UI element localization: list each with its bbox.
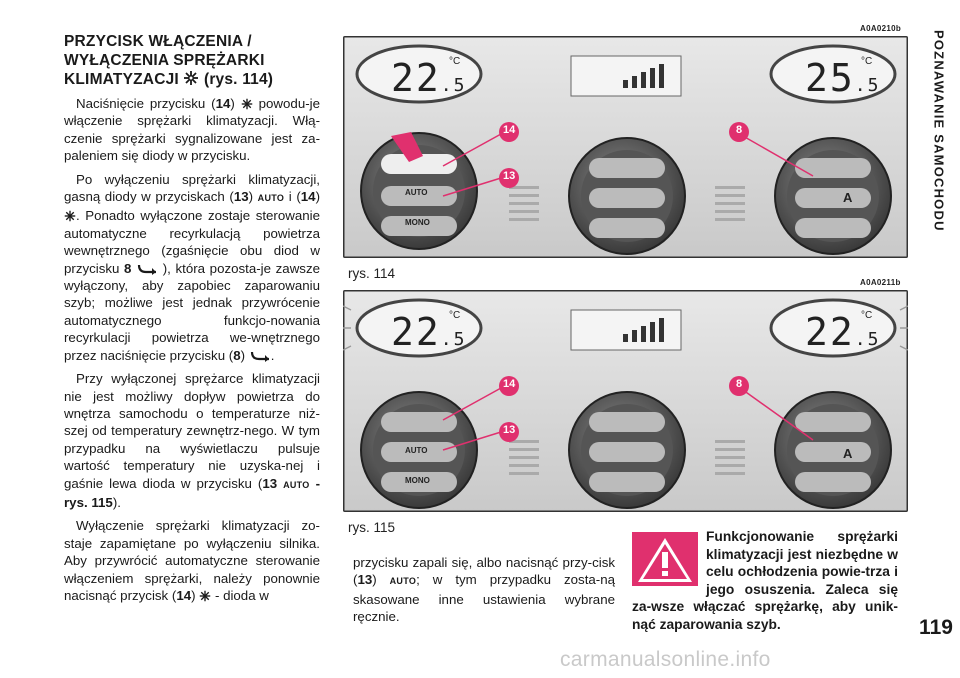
figure-115 [343, 290, 908, 512]
left-temp-unit: °C [449, 310, 461, 321]
heading-line1: PRZYCISK WŁĄCZENIA / [64, 33, 252, 50]
paragraph-4: Wyłączenie sprężarki klimatyzacji zo-staje zapamiętane po wyłączeniu silnika. Aby przywrócić automatyczne sterowanie włączeniem sprężarki, należy ponownie nacisnąć przycisk (14) - dioda w [64, 518, 320, 603]
section-heading [64, 32, 320, 89]
figure-114 [343, 36, 908, 258]
snowflake-icon [183, 70, 199, 86]
left-temp-display: 22.5 [391, 56, 467, 100]
snowflake-icon [199, 590, 211, 602]
callout-13: 13 [503, 424, 516, 436]
watermark: carmanualsonline.info [560, 648, 771, 671]
callout-14: 14 [503, 124, 516, 136]
figure-114-code: A0A0210b [860, 24, 902, 33]
callout-8: 8 [735, 124, 743, 136]
snowflake-icon [241, 98, 253, 110]
recirculation-a-button: A [843, 446, 853, 461]
paragraph-3: Przy wyłączonej sprężarce klimatyzacji nie jest możliwy dopływ powietrza do wnętrza samochodu o temperaturze niż-szej od temperatury zewnętrz-nego. W tym przypadku na wyświetlaczu pulsuje wartość temperatury nie uzyska-nej i gaśnie lewa dioda w przycisku (13 AUTO - rys. 115). [64, 371, 321, 510]
recirculation-icon [136, 263, 158, 275]
right-temp-unit: °C [861, 56, 873, 67]
chapter-title: POZNAWANIE SAMOCHODU [931, 30, 947, 232]
heading-line3: KLIMATYZACJI [64, 71, 179, 88]
callout-8: 8 [735, 378, 743, 390]
warning-box [632, 528, 898, 634]
right-temp-display: 22.5 [805, 310, 881, 354]
left-temp-display: 22.5 [391, 310, 467, 354]
figure-115-code: A0A0211b [860, 278, 901, 287]
snowflake-icon [64, 210, 76, 222]
callout-14: 14 [503, 378, 516, 390]
right-temp-display: 25.5 [805, 56, 881, 100]
paragraph-5: przycisku zapali się, albo nacisnąć przy-cisk (13) AUTO; w tym przypadku zosta-ną skasowane inne ustawienia wybrane ręcznie. [353, 555, 615, 625]
heading-figure-ref: (rys. 114) [203, 71, 274, 88]
recirculation-a-button: A [843, 190, 853, 205]
paragraph-1: Naciśnięcie przycisku (14) powodu-je włączenie sprężarki klimatyzacji. Włą-czenie sprężarki sygnalizowane jest za-paleniem się diody w przycisku. [64, 96, 320, 164]
auto-button: AUTO [405, 446, 428, 455]
warning-text: Funkcjonowanie sprężarki klimatyzacji jest niezbędne w celu ochłodzenia powie-trza i jego osuszenia. Zaleca się za-wsze włączać sprężarkę, aby unik-nąć zaparowania szyb. [632, 529, 898, 632]
callout-13: 13 [503, 170, 516, 182]
auto-button: AUTO [405, 188, 428, 197]
mono-button: MONO [405, 218, 430, 227]
warning-triangle-icon [632, 532, 698, 586]
left-temp-unit: °C [449, 56, 461, 67]
heading-line2: WYŁĄCZENIA SPRĘŻARKI [64, 52, 265, 69]
paragraph-2: Po wyłączeniu sprężarki klimatyzacji, gasną diody w przyciskach (13) AUTO i (14) . Ponadto wyłączone zostaje sterowanie automatyczne recyrkulacją powietrza wewnętrznego (zgaśnięcie obu diod w przycisku 8 ), która pozosta-je zawsze wyłączony, aby zapobiec zaparowaniu szyb; możliwe jest jednak przywrócenie automatycznego funkcjo-nowania recyrkulacji powietrza we-wnętrznego przez naciśnięcie przycisku (8) . [64, 171, 320, 363]
mono-button: MONO [405, 476, 430, 485]
figure-115-caption: rys. 115 [348, 520, 396, 535]
figure-114-caption: rys. 114 [348, 266, 396, 281]
page-number: 119 [919, 616, 953, 639]
recirculation-icon [249, 350, 271, 362]
continuation-text [353, 554, 615, 626]
left-text-column [64, 32, 320, 610]
right-temp-unit: °C [861, 310, 873, 321]
